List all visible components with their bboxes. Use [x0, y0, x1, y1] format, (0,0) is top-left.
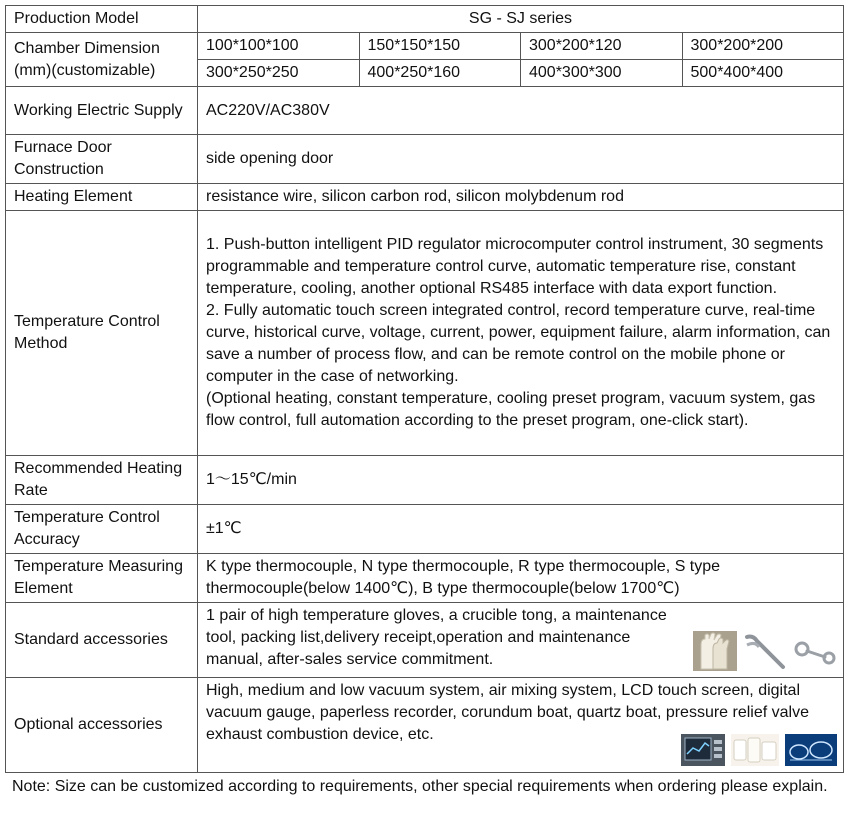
row-label: Temperature Control Method — [6, 211, 198, 456]
chamber-size: 400*300*300 — [521, 60, 683, 87]
row-heating-element — [6, 184, 844, 211]
optional-value — [198, 678, 844, 773]
quartz-boat-image — [785, 734, 837, 766]
standard-value — [198, 603, 844, 678]
row-label: Furnace Door Construction — [6, 135, 198, 184]
row-control-accuracy — [6, 505, 844, 554]
row-label: Temperature Control Accuracy — [6, 505, 198, 554]
accuracy-value: ±1℃ — [198, 505, 844, 554]
control-paragraph-1: 1. Push-button intelligent PID regulator microcomputer control instrument, 30 segments programmable and temperature control curve, automatic temperature rise, constant temperature, cooling, another optional RS485 interface with data export function. — [206, 236, 824, 297]
row-furnace-door — [6, 135, 844, 184]
model-value: SG - SJ series — [198, 6, 844, 33]
standard-accessory-images — [693, 631, 837, 671]
chamber-size: 300*200*120 — [521, 33, 683, 60]
door-value: side opening door — [198, 135, 844, 184]
supply-value: AC220V/AC380V — [198, 87, 844, 135]
row-label: Production Model — [6, 6, 198, 33]
control-paragraph-2: 2. Fully automatic touch screen integrated control, record temperature curve, real-time curve, historical curve, voltage, current, power, equipment failure, alarm information, can save a number of process flow, and can be remote control on the mobile phone or computer in the case of networking. — [206, 302, 831, 385]
row-production-model — [6, 6, 844, 33]
standard-text: 1 pair of high temperature gloves, a crucible tong, a maintenance tool, packing list,delivery receipt,operation and maintenance manual, after-sales service commitment. — [206, 607, 667, 668]
row-label: Heating Element — [6, 184, 198, 211]
row-heating-rate — [6, 456, 844, 505]
chamber-size: 500*400*400 — [682, 60, 844, 87]
chamber-size: 400*250*160 — [359, 60, 521, 87]
maintenance-tool-image — [793, 631, 837, 671]
row-standard-accessories — [6, 603, 844, 678]
row-label: Optional accessories — [6, 678, 198, 773]
row-label: Working Electric Supply — [6, 87, 198, 135]
footnote: Note: Size can be customized according to requirements, other special requirements when ordering please explain. — [12, 778, 828, 795]
corundum-boat-image — [731, 734, 779, 766]
optional-text: High, medium and low vacuum system, air mixing system, LCD touch screen, digital vacuum gauge, paperless recorder, corundum boat, quartz boat, pressure relief valve exhaust combustion device, etc. — [206, 682, 809, 743]
row-chamber-dimension — [6, 33, 844, 60]
chamber-size: 100*100*100 — [198, 33, 360, 60]
chamber-size: 300*200*200 — [682, 33, 844, 60]
rate-value: 1～15℃/min — [198, 456, 844, 505]
heating-value: resistance wire, silicon carbon rod, silicon molybdenum rod — [198, 184, 844, 211]
measuring-value: K type thermocouple, N type thermocouple, R type thermocouple, S type thermocouple(below 1400℃), B type thermocouple(below 1700℃) — [198, 554, 844, 603]
row-label: Standard accessories — [6, 603, 198, 678]
control-value — [198, 211, 844, 456]
row-temperature-control — [6, 211, 844, 456]
row-label: Temperature Measuring Element — [6, 554, 198, 603]
chamber-size: 150*150*150 — [359, 33, 521, 60]
optional-accessory-images — [681, 734, 837, 766]
row-label: Recommended Heating Rate — [6, 456, 198, 505]
row-electric-supply — [6, 87, 844, 135]
control-paragraph-3: (Optional heating, constant temperature, cooling preset program, vacuum system, gas flow control, full automation according to the preset program, one-click start). — [206, 390, 816, 429]
crucible-tong-image — [743, 631, 787, 671]
row-measuring-element — [6, 554, 844, 603]
gloves-image — [693, 631, 737, 671]
recorder-image — [681, 734, 725, 766]
row-optional-accessories — [6, 678, 844, 773]
row-label: Chamber Dimension (mm)(customizable) — [6, 33, 198, 87]
spec-table — [5, 5, 844, 773]
chamber-size: 300*250*250 — [198, 60, 360, 87]
